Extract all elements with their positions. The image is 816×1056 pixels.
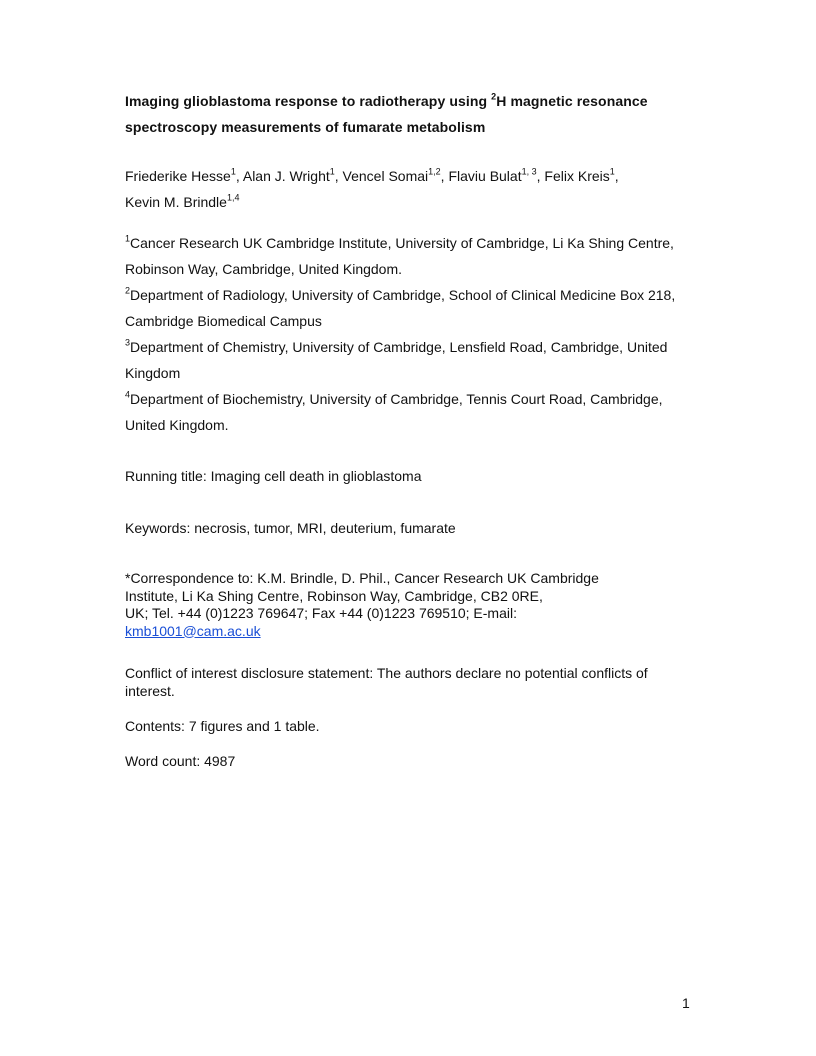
affiliation-text: Department of Chemistry, University of Cambridge, Lensfield Road, Cambridge, United Kingdom [125, 339, 668, 381]
affiliation-number: 4 [125, 389, 131, 400]
affiliation-number: 2 [125, 285, 131, 296]
affiliation-text: Department of Biochemistry, University of Cambridge, Tennis Court Road, Cambridge, United Kingdom. [125, 391, 663, 433]
affiliation-list [125, 230, 690, 438]
correspondence-block [125, 570, 690, 640]
correspondence-line: Institute, Li Ka Shing Centre, Robinson Way, Cambridge, CB2 0RE, [125, 587, 543, 604]
contents-statement: Contents: 7 figures and 1 table. [125, 718, 320, 734]
affiliation-item [125, 282, 690, 334]
title-text-end: H magnetic resonance spectroscopy measurements of fumarate metabolism [125, 93, 648, 135]
author-affiliation-superscript: 1 [329, 166, 335, 177]
author-affiliation-superscript: 1, 3 [521, 166, 537, 177]
correspondence-line: *Correspondence to: K.M. Brindle, D. Phil., Cancer Research UK Cambridge [125, 570, 599, 586]
author-affiliation-superscript: 1 [609, 166, 615, 177]
affiliation-number: 1 [125, 233, 131, 244]
author-name: Alan J. Wright [242, 168, 330, 184]
title-isotope-superscript: 2 [491, 91, 497, 102]
running-title: Running title: Imaging cell death in glioblastoma [125, 468, 422, 484]
author-separator: , [334, 168, 343, 184]
author-separator: , [440, 168, 449, 184]
paper-title [125, 88, 690, 140]
affiliation-item [125, 230, 690, 282]
author-name: Flaviu Bulat [448, 168, 522, 184]
email-link[interactable]: kmb1001@cam.ac.uk [125, 622, 261, 639]
author-name: Vencel Somai [342, 168, 429, 184]
author-separator: , [235, 168, 243, 184]
author-separator: , [536, 168, 545, 184]
author-list [125, 163, 690, 215]
affiliation-number: 3 [125, 337, 131, 348]
author-affiliation-superscript: 1 [230, 166, 236, 177]
affiliation-text: Department of Radiology, University of Cambridge, School of Clinical Medicine Box 218, Cambridge Biomedical Campus [125, 287, 676, 329]
author-name: Friederike Hesse [125, 168, 231, 184]
author-separator: , [614, 168, 619, 184]
author-affiliation-superscript: 1,2 [428, 166, 441, 177]
page-number: 1 [682, 995, 690, 1011]
affiliation-text: Cancer Research UK Cambridge Institute, University of Cambridge, Li Ka Shing Centre, Robinson Way, Cambridge, United Kingdom. [125, 235, 674, 277]
author-name: Kevin M. Brindle [125, 194, 227, 210]
correspondence-line: UK; Tel. +44 (0)1223 769647; Fax +44 (0)1223 769510; E-mail: [125, 605, 517, 621]
title-text-start: Imaging glioblastoma response to radiotherapy using [125, 93, 492, 109]
affiliation-item [125, 334, 690, 386]
affiliation-item [125, 386, 690, 438]
author-affiliation-superscript: 1,4 [226, 192, 240, 203]
conflict-of-interest-statement: Conflict of interest disclosure statement: The authors declare no potential conflicts of interest. [125, 665, 648, 699]
author-name: Felix Kreis [544, 168, 610, 184]
keywords: Keywords: necrosis, tumor, MRI, deuterium, fumarate [125, 520, 456, 536]
word-count: Word count: 4987 [125, 753, 236, 769]
